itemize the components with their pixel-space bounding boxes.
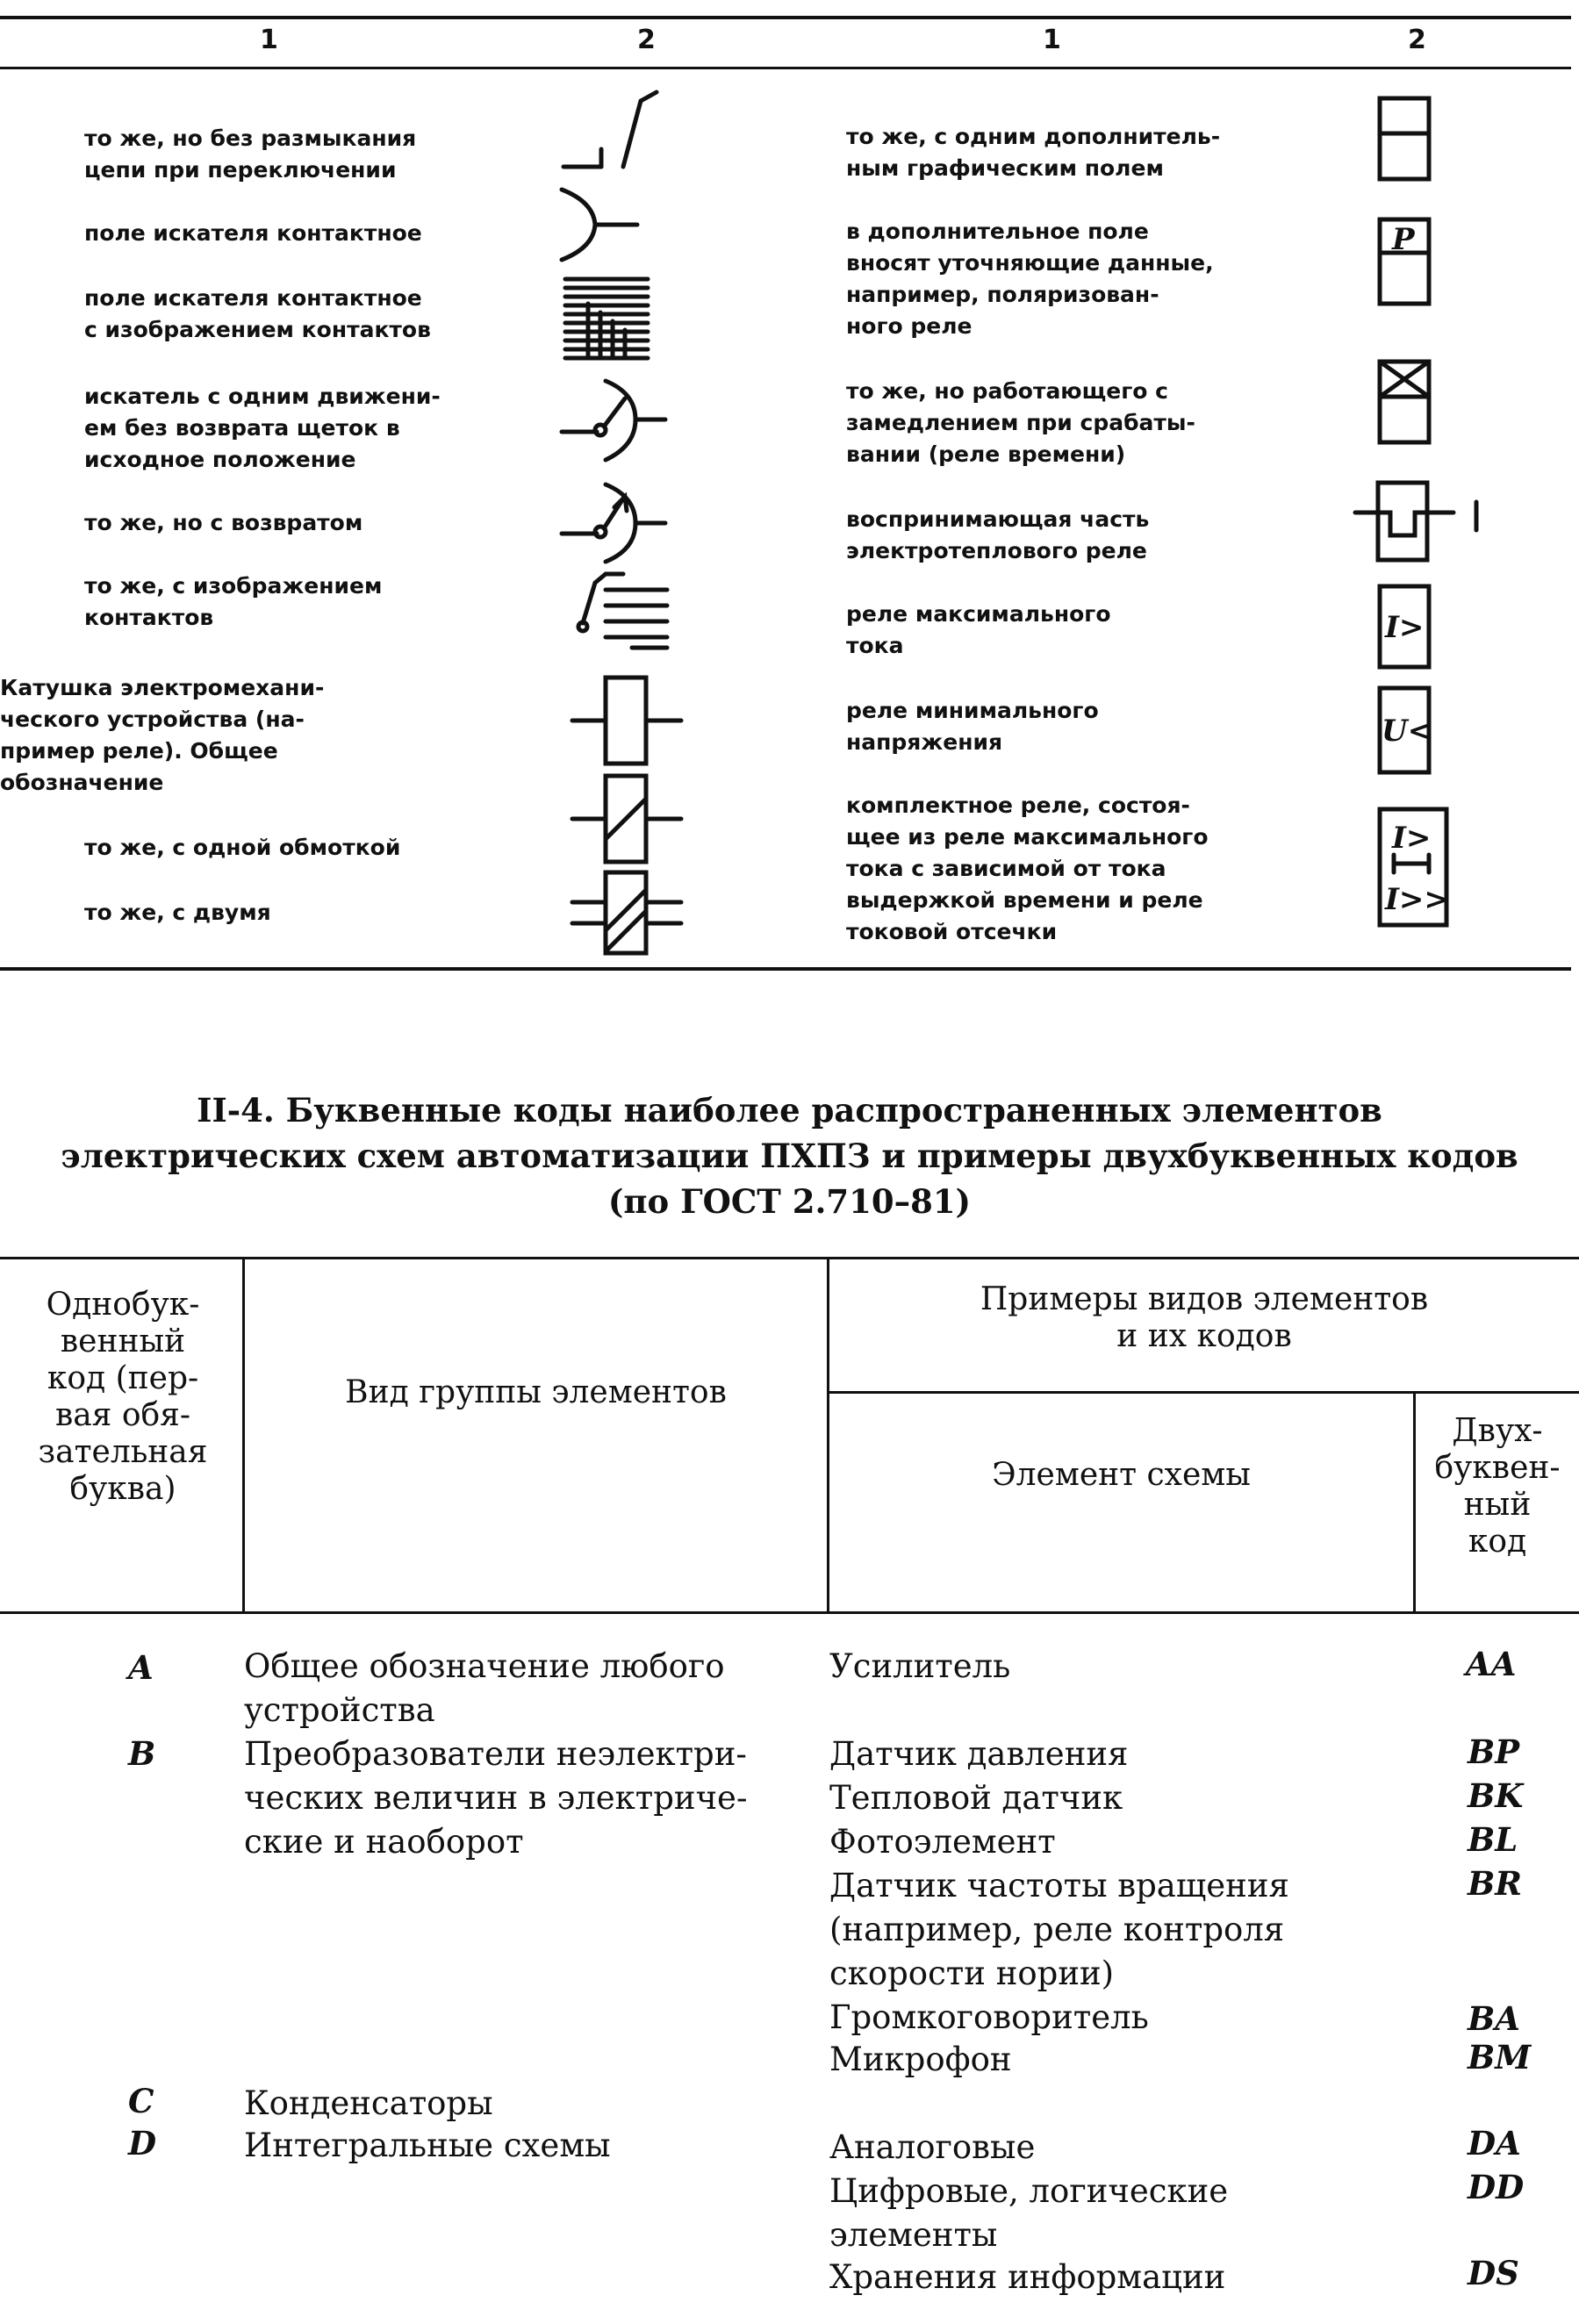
two-letter-code-header: Двух- буквен- ный код — [1434, 1413, 1561, 1560]
time-relay-icon — [1376, 358, 1432, 446]
two-letter-code: DA — [1468, 2124, 1521, 2163]
svg-text:P: P — [1392, 222, 1415, 257]
symbol-description: Катушка электромехани- ческого устройства (на- пример реле). Общее обозначение — [0, 675, 325, 795]
symbol-description: комплектное реле, состоя- щее из реле максимального тока с зависимой от тока выдержкой времени и реле токовой отсечки — [846, 793, 1209, 944]
element-name: Микрофон — [829, 2041, 1012, 2078]
element-name: Усилитель — [829, 1647, 1011, 1685]
overcurrent-relay-icon — [1376, 583, 1432, 671]
svg-text:I>>: I>> — [1385, 882, 1449, 917]
column-header-4: 2 — [1408, 25, 1426, 55]
contact-field-icon — [562, 184, 641, 263]
element-group: Общее обозначение любого устройства — [244, 1647, 725, 1729]
symbol-description: реле минимального напряжения — [846, 698, 1099, 755]
single-letter-code: B — [128, 1734, 156, 1773]
selector-no-return-icon — [562, 376, 667, 463]
element-name: Датчик частоты вращения (например, реле контроля скорости нории) — [829, 1867, 1289, 1992]
symbol-description: то же, с двумя — [84, 900, 271, 925]
section-title-line-1: II-4. Буквенные коды наиболее распространенных элементов — [197, 1091, 1382, 1130]
polarized-relay-icon — [1376, 216, 1432, 307]
contact-field-contacts-icon — [562, 277, 650, 360]
column-header-3: 1 — [1043, 25, 1061, 55]
symbol-description: то же, с изображением контактов — [84, 573, 383, 630]
element-name: Датчик давления — [829, 1735, 1129, 1773]
single-letter-code: C — [128, 2082, 154, 2120]
table-bottom-rule — [0, 967, 1571, 971]
element-name: Аналоговые — [829, 2128, 1036, 2166]
two-letter-code: BM — [1468, 2038, 1532, 2077]
two-letter-code: BK — [1468, 1776, 1524, 1815]
element-name: Громкоговоритель — [829, 1998, 1149, 2036]
symbol-description: то же, но работающего с замедлением при срабаты- вании (реле времени) — [846, 378, 1195, 467]
examples-header-rule — [827, 1391, 1579, 1394]
element-group-header: Вид группы элементов — [345, 1374, 727, 1410]
column-header-2: 2 — [637, 25, 656, 55]
two-letter-code: BR — [1468, 1864, 1523, 1903]
symbol-description: то же, с одной обмоткой — [84, 835, 401, 860]
symbol-description: то же, но без размыкания цепи при переключении — [84, 126, 417, 183]
two-letter-code: DD — [1468, 2168, 1525, 2206]
section-title-line-2: электрических схем автоматизации ПХПЗ и примеры двухбуквенных кодов — [61, 1137, 1518, 1175]
codes-table-top-rule — [0, 1257, 1579, 1259]
symbol-description: то же, с одним дополнитель- ным графическим полем — [846, 124, 1221, 181]
element-name: Цифровые, логические элементы — [829, 2172, 1229, 2254]
single-letter-code: D — [128, 2124, 157, 2163]
svg-text:U<: U< — [1382, 714, 1433, 749]
switch-no-break-icon — [562, 88, 658, 176]
examples-header: Примеры видов элементов и их кодов — [980, 1281, 1429, 1354]
relay-coil-icon — [571, 674, 685, 767]
selector-with-return-icon — [562, 481, 667, 565]
two-letter-code: BP — [1468, 1732, 1520, 1771]
two-letter-code: DS — [1468, 2254, 1519, 2292]
single-letter-code-header: Однобук- венный код (пер- вая обя- зательная буква) — [38, 1287, 208, 1507]
element-name: Хранения информации — [829, 2258, 1226, 2296]
element-group: Преобразователи неэлектри- ческих величин в электриче- ские и наоборот — [244, 1735, 748, 1861]
relay-coil-one-winding-icon — [571, 772, 685, 865]
section-title-line-3: (по ГОСТ 2.710–81) — [607, 1182, 972, 1221]
column-divider — [242, 1259, 245, 1613]
symbol-description: искатель с одним движени- ем без возврата щеток в исходное положение — [84, 384, 441, 472]
column-header-1: 1 — [260, 25, 278, 55]
single-letter-code: A — [128, 1648, 154, 1687]
element-header: Элемент схемы — [992, 1457, 1251, 1493]
combined-relay-icon — [1376, 806, 1450, 929]
symbol-description: поле искателя контактное — [84, 220, 422, 246]
relay-coil-two-windings-icon — [571, 869, 685, 957]
symbol-description: то же, но с возвратом — [84, 510, 363, 535]
symbol-description: реле максимального тока — [846, 601, 1111, 658]
svg-text:I>: I> — [1385, 610, 1425, 645]
selector-contacts-icon — [579, 565, 676, 651]
thermal-relay-icon — [1355, 477, 1487, 565]
codes-table-header-rule — [0, 1611, 1579, 1614]
table-top-rule — [0, 16, 1571, 19]
two-letter-code: BL — [1468, 1820, 1518, 1859]
symbol-description: в дополнительное поле вносят уточняющие данные, например, поляризован- ного реле — [846, 219, 1214, 339]
table-header-rule — [0, 67, 1571, 69]
symbol-description: поле искателя контактное с изображением контактов — [84, 285, 431, 342]
relay-extra-field-icon — [1376, 95, 1432, 183]
element-name: Тепловой датчик — [829, 1779, 1123, 1817]
element-group: Интегральные схемы — [244, 2127, 611, 2164]
two-letter-code: AA — [1466, 1645, 1517, 1683]
element-name: Фотоэлемент — [829, 1823, 1056, 1861]
symbol-description: воспринимающая часть электротеплового реле — [846, 506, 1150, 563]
two-letter-code: BA — [1468, 1999, 1520, 2038]
svg-text:I>: I> — [1392, 821, 1432, 856]
element-group: Конденсаторы — [244, 2084, 493, 2122]
undervoltage-relay-icon — [1376, 685, 1432, 776]
